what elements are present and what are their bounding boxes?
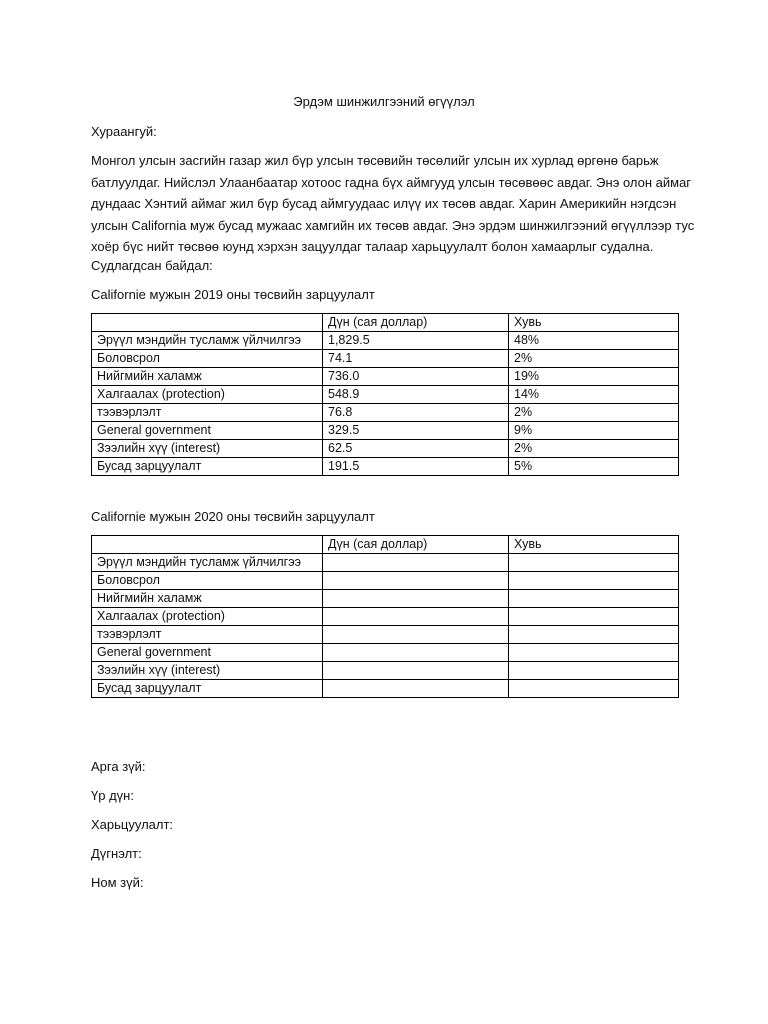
abstract-line: дундаас Хэнтий аймаг жил бүр бусад аймгуудаас илүү их төсөв авдаг. Харин Америкийн нэгдсэн: [91, 196, 677, 211]
table-cell: 2%: [509, 350, 679, 368]
table-cell: Бусад зарцуулалт: [92, 458, 323, 476]
abstract-paragraph: [91, 150, 695, 258]
table-cell: 62.5: [323, 440, 509, 458]
table-cell: Халгаалах (protection): [92, 386, 323, 404]
table-header-row: [92, 536, 679, 554]
table-cell: [509, 644, 679, 662]
table-cell: Зээлийн хүү (interest): [92, 662, 323, 680]
table-header-cell: [92, 314, 323, 332]
budget-table-2020: [91, 535, 679, 698]
table-cell: [509, 590, 679, 608]
table-cell: General government: [92, 644, 323, 662]
table-row: [92, 332, 679, 350]
abstract-line: хоёр бүс нийт төсвөө юунд хэрхэн зацуулдаг талаар харьцуулалт болон хамаарлыг судална.: [91, 239, 654, 254]
table-cell: [509, 662, 679, 680]
table-row: [92, 590, 679, 608]
conclusion-label: Дүгнэлт:: [91, 846, 142, 861]
table-cell: 329.5: [323, 422, 509, 440]
table-row: [92, 626, 679, 644]
table-header-row: [92, 314, 679, 332]
table-cell: Боловсрол: [92, 572, 323, 590]
table-cell: Эрүүл мэндийн тусламж үйлчилгээ: [92, 332, 323, 350]
table-row: [92, 680, 679, 698]
table-cell: Зээлийн хүү (interest): [92, 440, 323, 458]
table-cell: Боловсрол: [92, 350, 323, 368]
table-row: [92, 386, 679, 404]
table-row: [92, 644, 679, 662]
table-row: [92, 662, 679, 680]
table-row: [92, 608, 679, 626]
table-cell: [323, 572, 509, 590]
abstract-line: улсын California муж бусад мужаас хамгийн их төсөв авдаг. Энэ эрдэм шинжилгээний өгүүллээр тус: [91, 217, 695, 233]
table-cell: 548.9: [323, 386, 509, 404]
table-cell: [509, 608, 679, 626]
table-cell: [323, 626, 509, 644]
table-cell: 2%: [509, 440, 679, 458]
table-row: [92, 350, 679, 368]
document-title: Эрдэм шинжилгээний өгүүлэл: [293, 94, 475, 109]
table-row: [92, 572, 679, 590]
table-cell: [323, 608, 509, 626]
table-cell: 9%: [509, 422, 679, 440]
table-row: [92, 404, 679, 422]
table-cell: тээвэрлэлт: [92, 626, 323, 644]
table-cell: [323, 590, 509, 608]
table-cell: Эрүүл мэндийн тусламж үйлчилгээ: [92, 554, 323, 572]
table-cell: Бусад зарцуулалт: [92, 680, 323, 698]
table-cell: 76.8: [323, 404, 509, 422]
table-cell: [509, 572, 679, 590]
table-header-cell: Хувь: [509, 536, 679, 554]
table-cell: General government: [92, 422, 323, 440]
table-cell: [323, 644, 509, 662]
table-cell: Нийгмийн халамж: [92, 590, 323, 608]
table-cell: Халгаалах (protection): [92, 608, 323, 626]
table-row: [92, 422, 679, 440]
table-cell: 1,829.5: [323, 332, 509, 350]
table-cell: 19%: [509, 368, 679, 386]
abstract-line: Монгол улсын засгийн газар жил бүр улсын төсөвийн төсөлийг улсын их хурлад өргөнө барьж: [91, 153, 659, 168]
table-cell: [323, 662, 509, 680]
table-cell: [323, 680, 509, 698]
abstract-line: батлуулдаг. Нийслэл Улаанбаатар хотоос гадна бүх аймгууд улсын төсөвөөс авдаг. Энэ олон аймаг: [91, 174, 692, 190]
table-header-cell: Хувь: [509, 314, 679, 332]
situation-label: Судлагдсан байдал:: [91, 258, 213, 273]
table-cell: 74.1: [323, 350, 509, 368]
table1-caption: Californie мужын 2019 оны төсвийн зарцуулалт: [91, 287, 375, 302]
table-cell: [323, 554, 509, 572]
table-cell: 48%: [509, 332, 679, 350]
table-cell: 14%: [509, 386, 679, 404]
table-cell: 191.5: [323, 458, 509, 476]
references-label: Ном зүй:: [91, 875, 144, 890]
table-cell: 5%: [509, 458, 679, 476]
table-row: [92, 458, 679, 476]
method-label: Арга зүй:: [91, 759, 146, 774]
table-cell: [509, 626, 679, 644]
abstract-label: Хураангуй:: [91, 124, 157, 139]
comparison-label: Харьцуулалт:: [91, 817, 174, 832]
table-row: [92, 554, 679, 572]
table-header-cell: Дүн (сая доллар): [323, 314, 509, 332]
table-row: [92, 368, 679, 386]
table-row: [92, 440, 679, 458]
budget-table-2019: [91, 313, 679, 476]
table2-caption: Californie мужын 2020 оны төсвийн зарцуулалт: [91, 509, 375, 524]
table-header-cell: [92, 536, 323, 554]
table-cell: тээвэрлэлт: [92, 404, 323, 422]
result-label: Үр дүн:: [91, 788, 134, 803]
table-header-cell: Дүн (сая доллар): [323, 536, 509, 554]
table-cell: 736.0: [323, 368, 509, 386]
table-cell: [509, 680, 679, 698]
table-cell: [509, 554, 679, 572]
table-cell: 2%: [509, 404, 679, 422]
table-cell: Нийгмийн халамж: [92, 368, 323, 386]
